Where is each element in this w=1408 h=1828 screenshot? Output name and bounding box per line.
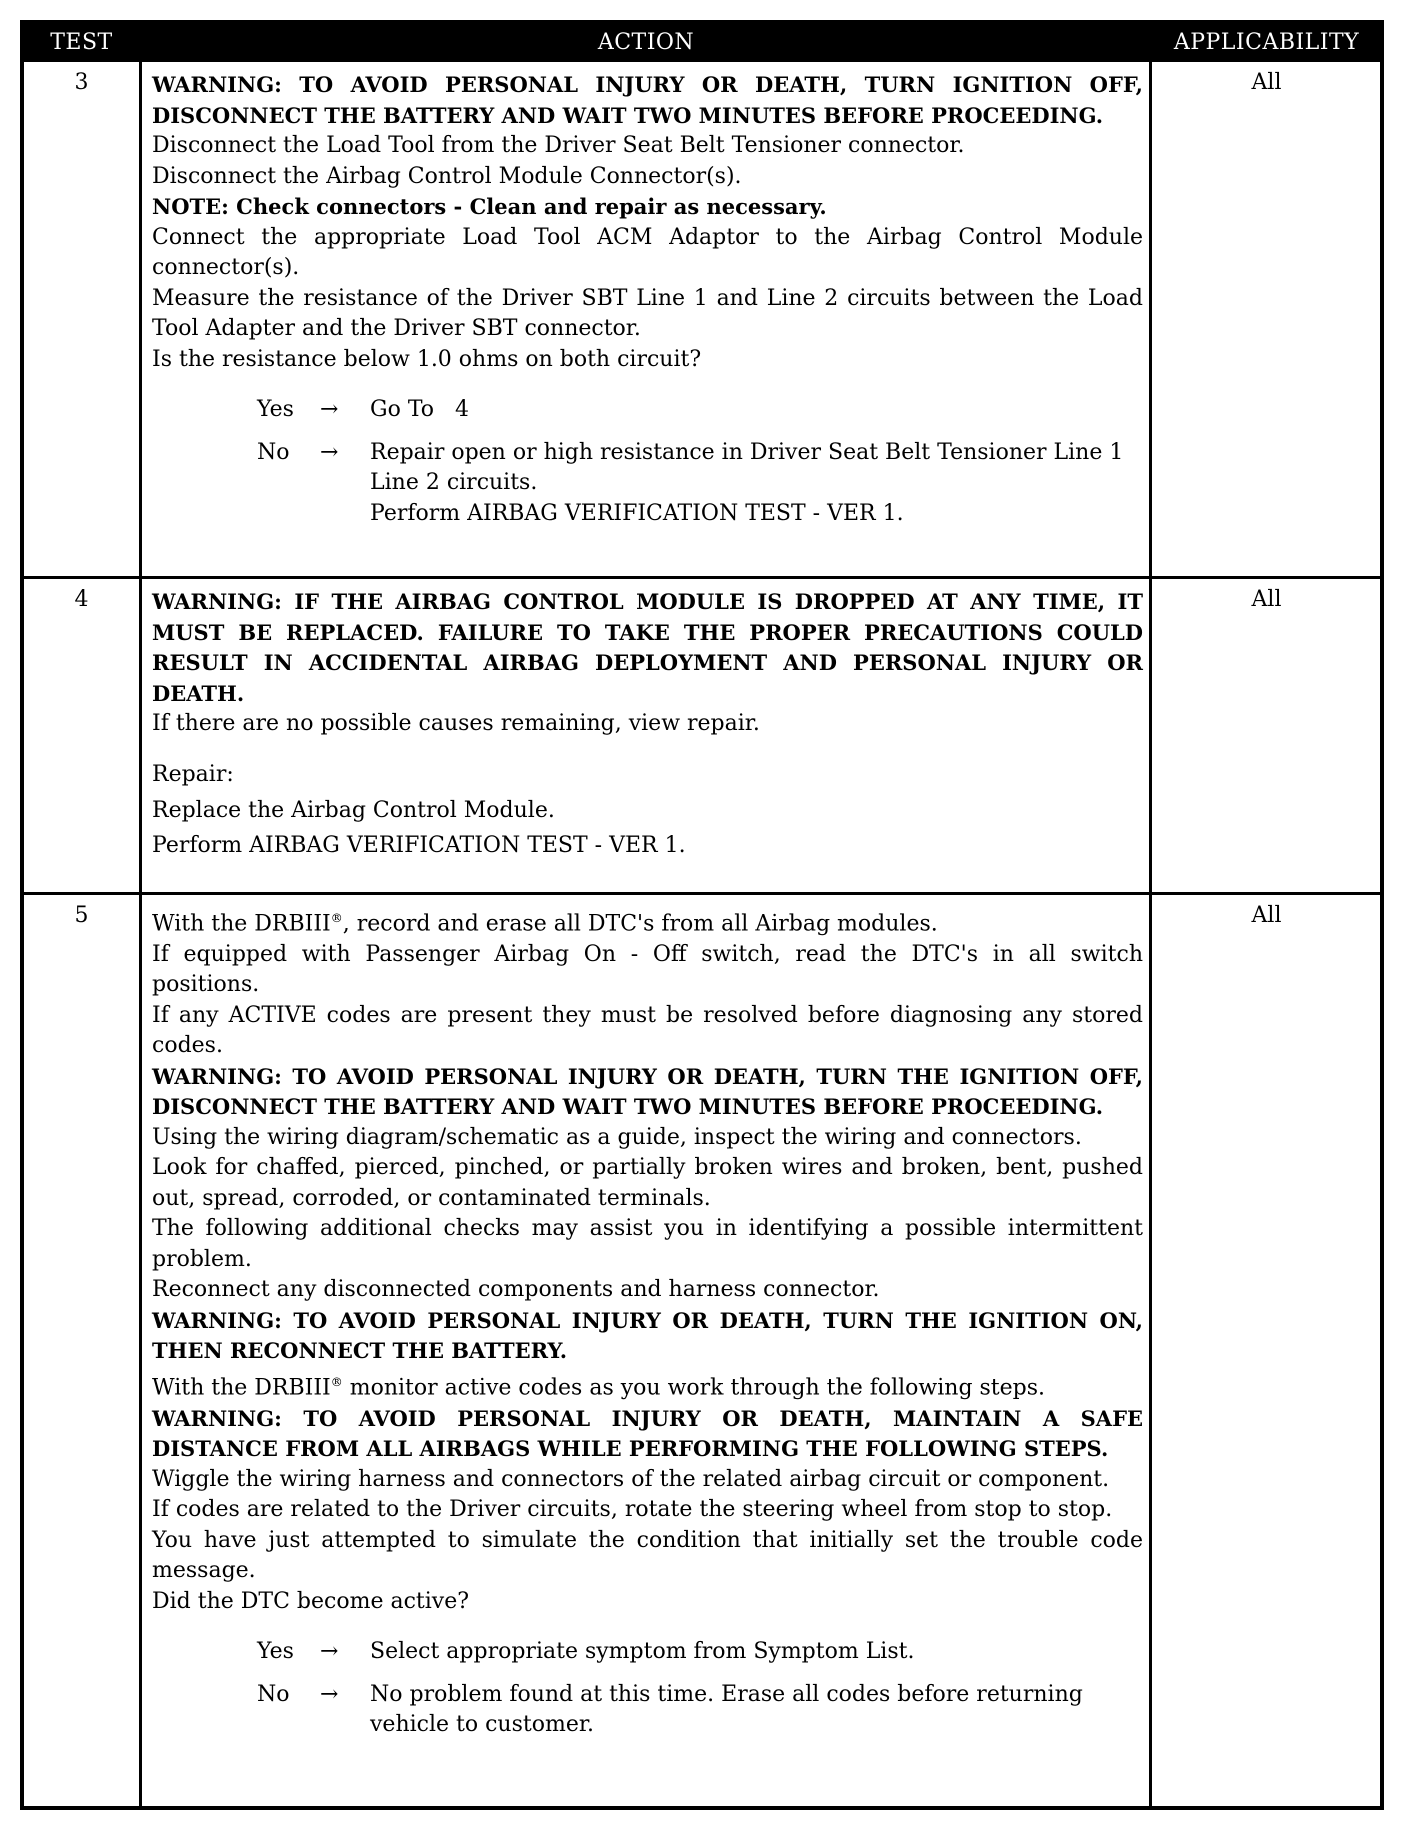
no-branch [152,438,1143,530]
repair-step: Replace the Airbag Control Module. [152,798,555,823]
yes-label: Yes [257,397,294,422]
table-row [24,895,1380,1810]
applicability: All [1251,903,1282,928]
test-number: 5 [74,903,89,928]
no-result: Repair open or high resistance in Driver Seat Belt Tensioner Line 1 Line 2 circuits. [370,439,1124,495]
step-text [152,903,1143,940]
step-text: If there are no possible causes remaining, view repair. [152,711,760,736]
action-cell [152,587,1143,861]
step-text: If codes are related to the Driver circuits, rotate the steering wheel from stop to stop. [152,1497,1113,1523]
step-text: Measure the resistance of the Driver SBT Line 1 and Line 2 circuits between the Load Tool Adapter and the Driver SBT connector. [152,285,1143,341]
yes-branch [152,1637,1143,1668]
no-branch [152,1680,1143,1741]
test-number: 4 [74,587,89,612]
step-text-part: , record and erase all DTC's from all Airbag modules. [342,911,938,937]
table-row [24,579,1380,892]
action-cell [152,903,1143,1741]
step-text: If equipped with Passenger Airbag On - Off switch, read the DTC's in all switch positions. [152,941,1143,998]
step-text: Disconnect the Airbag Control Module Connector(s). [152,163,742,189]
no-result: No problem found at this time. Erase all codes before returning vehicle to customer. [370,1681,1083,1738]
step-text: Using the wiring diagram/schematic as a guide, inspect the wiring and connectors. [152,1124,1082,1150]
yes-result: Select appropriate symptom from Symptom List. [370,1639,915,1665]
arrow-icon: → [320,1681,339,1707]
repair-step: Perform AIRBAG VERIFICATION TEST - VER 1. [152,832,686,858]
action-cell [152,70,1143,529]
no-label: No [257,439,290,465]
step-text: Look for chaffed, pierced, pinched, or partially broken wires and broken, bent, pushed out, spread, corroded, or contaminated terminals. [152,1155,1143,1211]
step-text: Reconnect any disconnected components and harness connector. [152,1277,880,1303]
step-text-part: With the DRBIII [152,911,331,937]
warning-text: WARNING: IF THE AIRBAG CONTROL MODULE IS DROPPED AT ANY TIME, IT MUST BE REPLACED. FAILURE TO TAKE THE PROPER PRECAUTIONS COULD RESULT IN ACCIDENTAL AIRBAG DEPLOYMENT AND PERSONAL INJURY OR DEATH. [152,589,1143,706]
test-number: 3 [74,70,89,95]
yes-result: Go To 4 [370,397,469,422]
applicability: All [1251,70,1282,95]
arrow-icon: → [320,1639,339,1665]
question-text: Did the DTC become active? [152,1588,470,1614]
question-text: Is the resistance below 1.0 ohms on both circuit? [152,346,702,372]
arrow-icon: → [320,439,339,465]
registered-mark: ® [330,911,343,925]
applicability: All [1251,587,1282,612]
warning-text: WARNING: TO AVOID PERSONAL INJURY OR DEATH, TURN THE IGNITION ON, THEN RECONNECT THE BATTERY. [152,1307,1143,1364]
step-text [152,1367,1143,1404]
step-text: Wiggle the wiring harness and connectors of the related airbag circuit or component. [152,1466,1110,1492]
step-text: The following additional checks may assist you in identifying a possible intermittent problem. [152,1216,1143,1272]
step-text: You have just attempted to simulate the condition that initially set the trouble code message. [152,1527,1143,1584]
warning-text: WARNING: TO AVOID PERSONAL INJURY OR DEATH, TURN THE IGNITION OFF, DISCONNECT THE BATTERY AND WAIT TWO MINUTES BEFORE PROCEEDING. [152,1063,1143,1120]
no-label: No [257,1681,290,1707]
warning-text: WARNING: TO AVOID PERSONAL INJURY OR DEATH, TURN IGNITION OFF, DISCONNECT THE BATTERY AND WAIT TWO MINUTES BEFORE PROCEEDING. [152,72,1143,128]
step-text: Disconnect the Load Tool from the Driver Seat Belt Tensioner connector. [152,133,965,158]
arrow-icon: → [320,397,339,422]
table-row [24,62,1380,576]
table-header [24,24,1380,62]
yes-label: Yes [257,1639,294,1665]
step-text-part: With the DRBIII [152,1375,331,1401]
step-text-part: monitor active codes as you work through the following steps. [342,1375,1046,1401]
yes-branch [152,395,1143,426]
warning-text: WARNING: TO AVOID PERSONAL INJURY OR DEATH, MAINTAIN A SAFE DISTANCE FROM ALL AIRBAGS WHILE PERFORMING THE FOLLOWING STEPS. [152,1405,1143,1462]
header-action: ACTION [597,30,695,55]
repair-label: Repair: [152,761,234,787]
step-text: If any ACTIVE codes are present they must be resolved before diagnosing any stored codes. [152,1002,1143,1059]
header-applicability: APPLICABILITY [1173,30,1360,55]
no-result-step: Perform AIRBAG VERIFICATION TEST - VER 1. [370,500,904,526]
step-text: Connect the appropriate Load Tool ACM Adaptor to the Airbag Control Module connector(s). [152,224,1143,280]
note-text: NOTE: Check connectors - Clean and repair as necessary. [152,194,827,219]
diagnostic-table [20,20,1384,1810]
header-test: TEST [50,30,113,55]
registered-mark: ® [330,1374,343,1389]
